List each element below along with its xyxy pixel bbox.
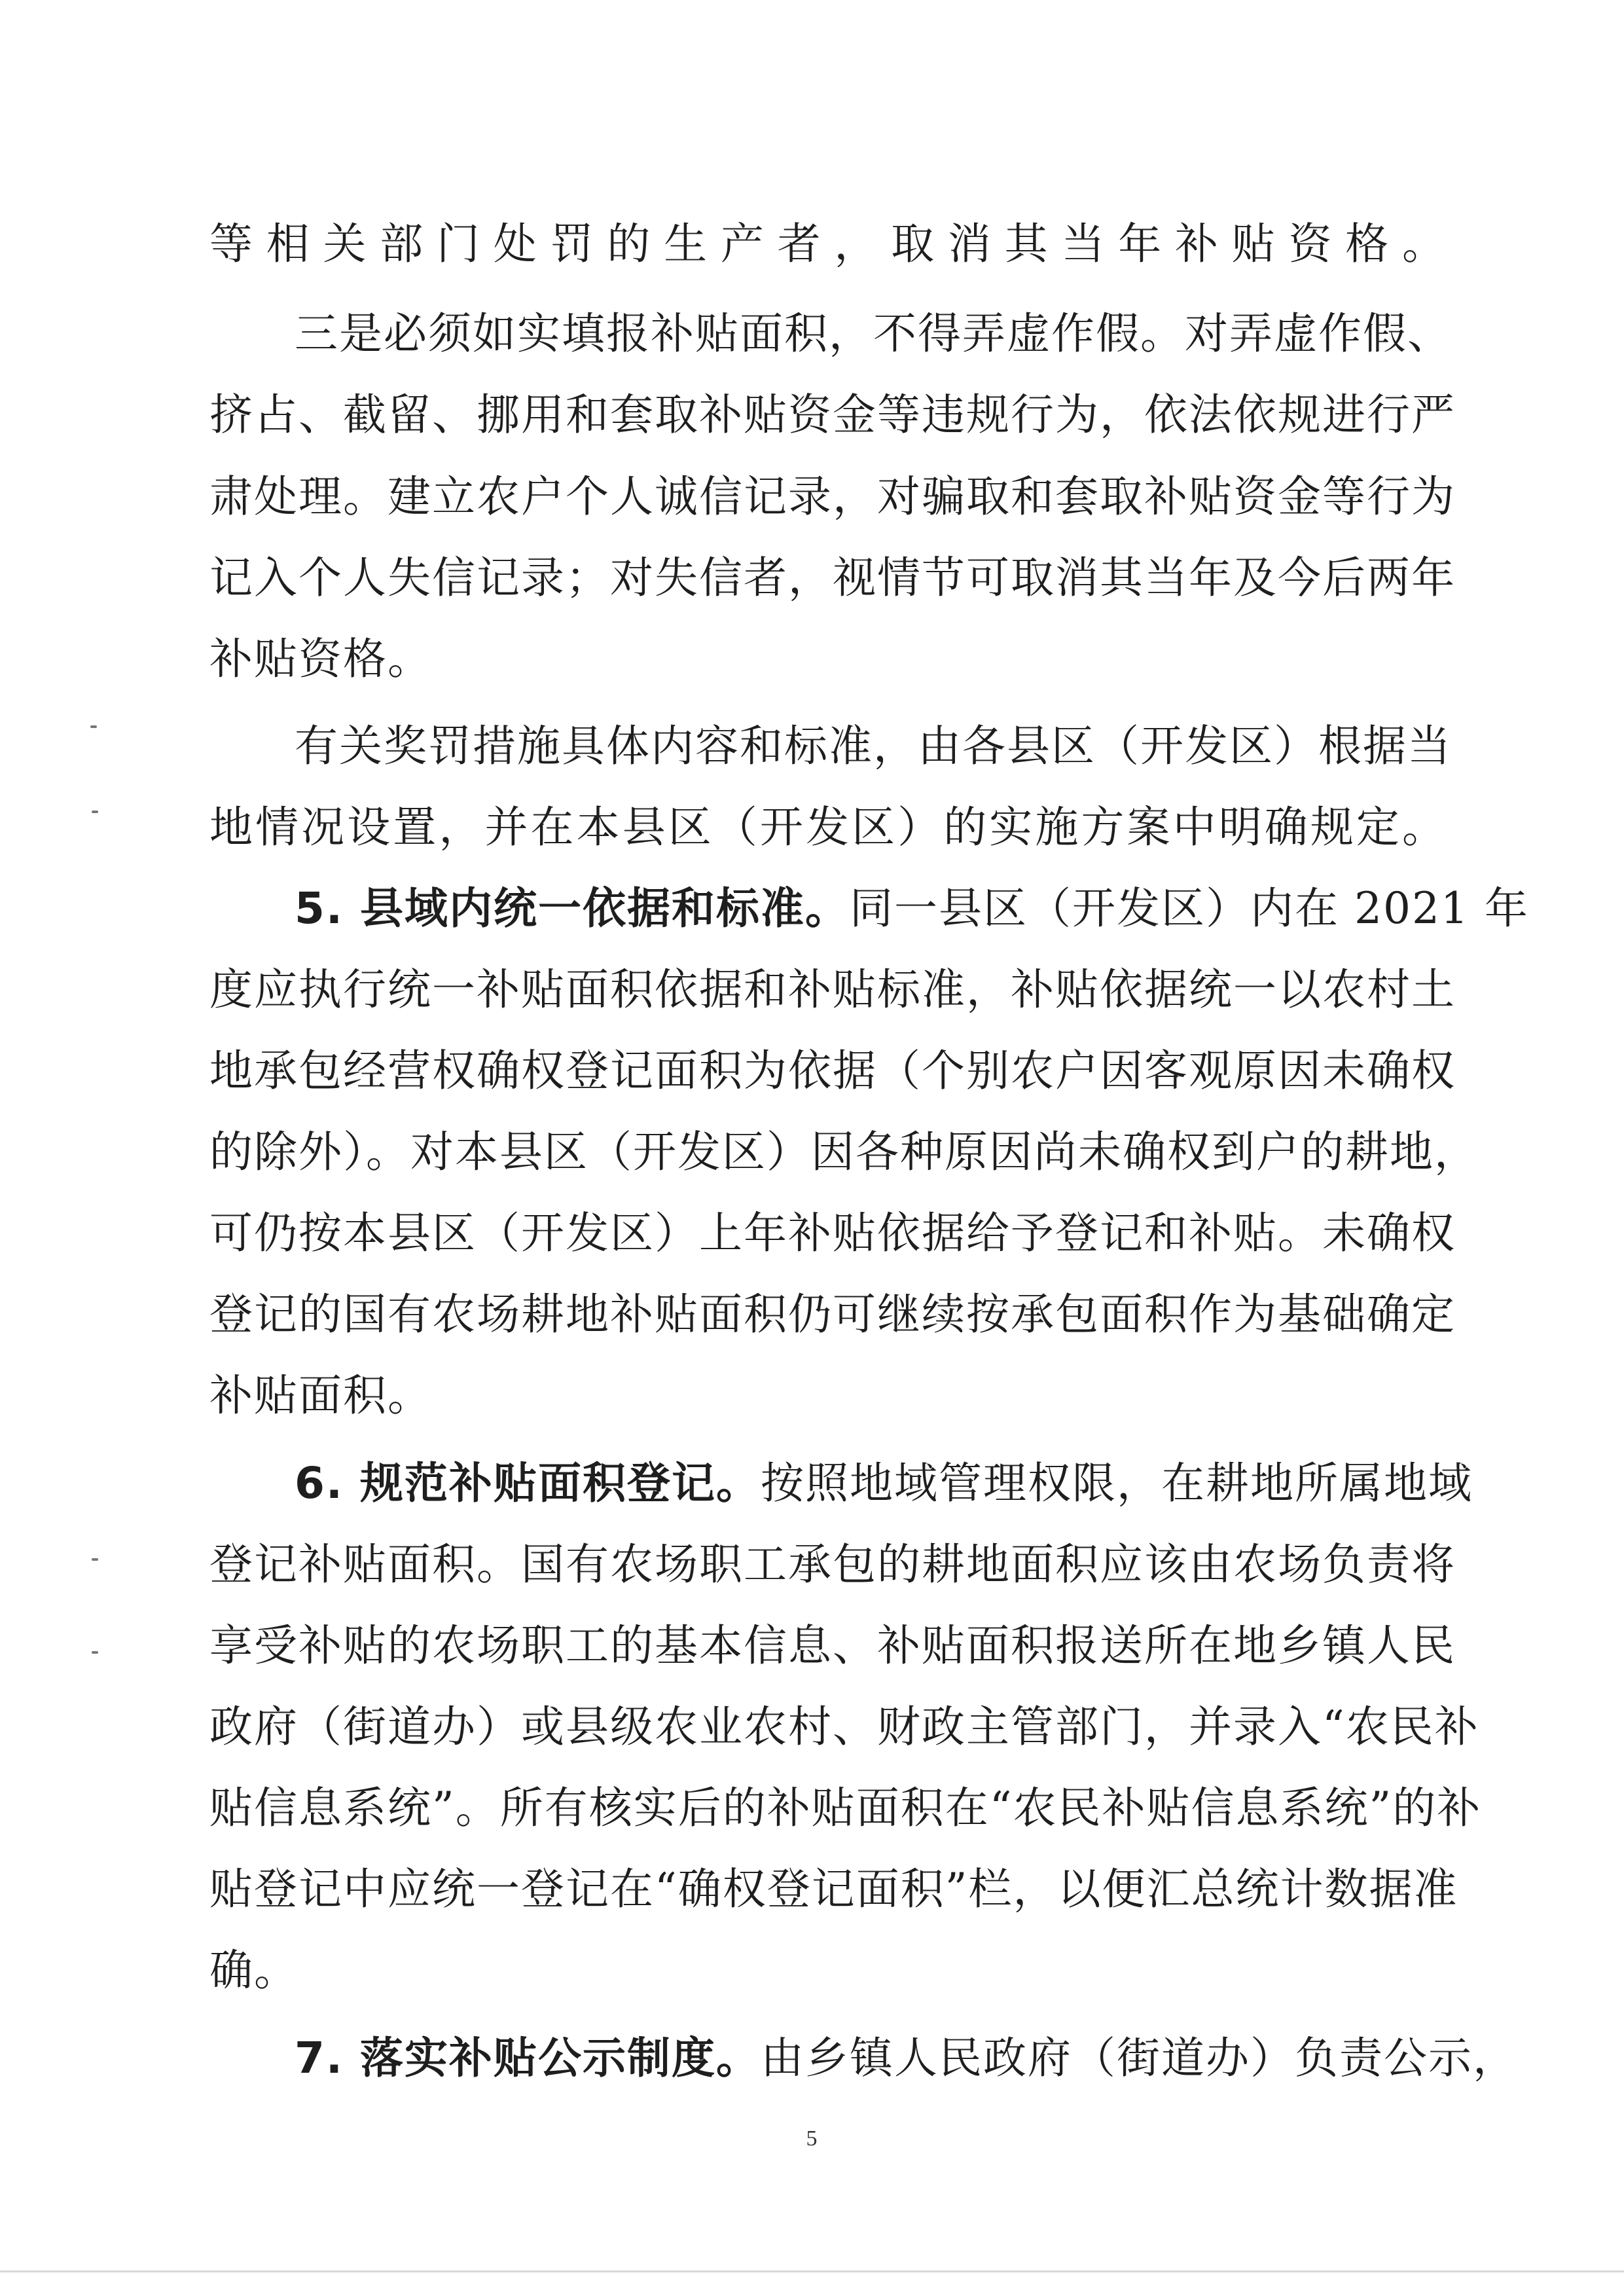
text-line: 贴登记中应统一登记在“确权登记面积”栏，以便汇总统计数据准 bbox=[209, 1864, 1458, 1914]
text-line: 等相关部门处罚的生产者，取消其当年补贴资格。 bbox=[209, 219, 1447, 269]
section-7-text: 由乡镇人民政府（街道办）负责公示， bbox=[760, 2033, 1517, 2083]
text-line: 三是必须如实填报补贴面积，不得弄虚作假。对弄虚作假、 bbox=[295, 308, 1452, 359]
section-6-heading: 6. 规范补贴面积登记。 bbox=[295, 1458, 761, 1508]
scan-speck bbox=[92, 811, 98, 813]
text-line: 地情况设置，并在本县区（开发区）的实施方案中明确规定。 bbox=[209, 802, 1447, 852]
text-line: 登记补贴面积。国有农场职工承包的耕地面积应该由农场负责将 bbox=[209, 1539, 1456, 1590]
text-line: 有关奖罚措施具体内容和标准，由各县区（开发区）根据当 bbox=[295, 721, 1452, 771]
section-6-text: 按照地域管理权限，在耕地所属地域 bbox=[760, 1458, 1473, 1508]
text-line: 度应执行统一补贴面积依据和补贴标准，补贴依据统一以农村土 bbox=[209, 964, 1456, 1015]
text-line: 确。 bbox=[209, 1945, 298, 1995]
text-line: 贴信息系统”。所有核实后的补贴面积在“农民补贴信息系统”的补 bbox=[209, 1783, 1482, 1833]
section-5-line bbox=[295, 869, 1529, 948]
text-line: 补贴面积。 bbox=[209, 1370, 432, 1421]
text-line: 地承包经营权确权登记面积为依据（个别农户因客观原因未确权 bbox=[209, 1046, 1456, 1096]
scan-speck bbox=[92, 1558, 98, 1561]
text-line: 的除外）。对本县区（开发区）因各种原因尚未确权到户的耕地， bbox=[209, 1127, 1479, 1177]
text-line: 补贴资格。 bbox=[209, 634, 432, 684]
section-5-text: 同一县区（开发区）内在 2021 年 bbox=[849, 883, 1529, 934]
section-6-line bbox=[295, 1444, 1473, 1523]
scan-speck bbox=[92, 1651, 98, 1654]
page-number: 5 bbox=[806, 2126, 818, 2151]
section-5-heading: 5. 县域内统一依据和标准。 bbox=[295, 883, 850, 934]
text-line: 记入个人失信记录；对失信者，视情节可取消其当年及今后两年 bbox=[209, 553, 1456, 603]
text-line: 肃处理。建立农户个人诚信记录，对骗取和套取补贴资金等行为 bbox=[209, 471, 1456, 522]
section-7-heading: 7. 落实补贴公示制度。 bbox=[295, 2033, 761, 2083]
text-line: 可仍按本县区（开发区）上年补贴依据给予登记和补贴。未确权 bbox=[209, 1208, 1456, 1258]
text-line: 挤占、截留、挪用和套取补贴资金等违规行为，依法依规进行严 bbox=[209, 390, 1456, 440]
text-line: 政府（街道办）或县级农业农村、财政主管部门，并录入“农民补 bbox=[209, 1702, 1479, 1752]
scan-speck bbox=[90, 725, 97, 728]
scan-edge-line bbox=[0, 2270, 1624, 2272]
text-line: 登记的国有农场耕地补贴面积仍可继续按承包面积作为基础确定 bbox=[209, 1289, 1456, 1339]
section-7-line bbox=[295, 2019, 1517, 2098]
text-line: 享受补贴的农场职工的基本信息、补贴面积报送所在地乡镇人民 bbox=[209, 1620, 1456, 1671]
